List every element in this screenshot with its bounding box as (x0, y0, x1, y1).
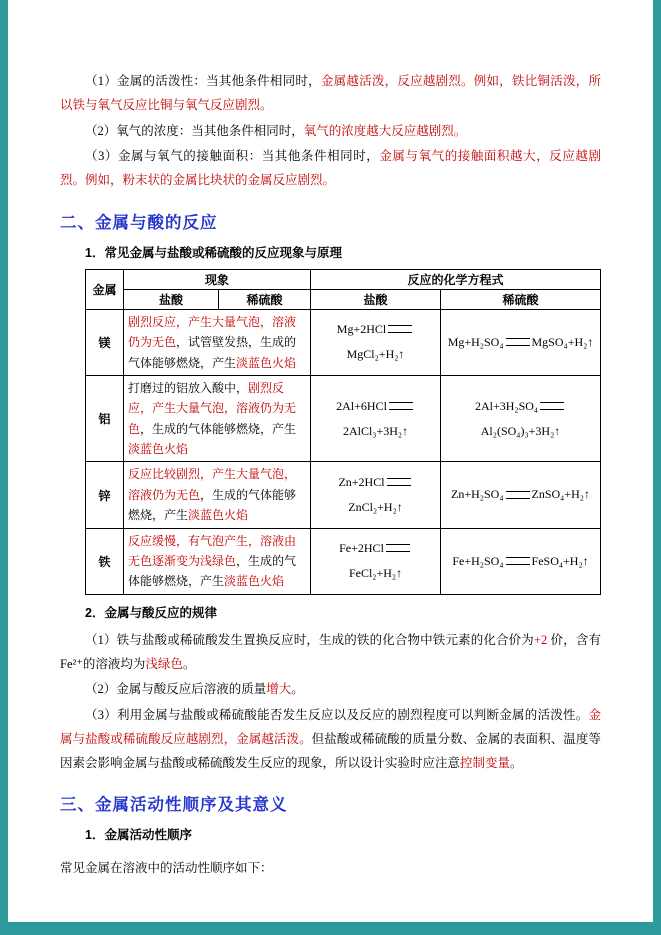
reaction-table-wrap (85, 269, 601, 595)
equation-reactants: 2Al+3H₂SO₄ (474, 398, 539, 413)
bottom-accent-bar (0, 922, 661, 935)
col-header-metal: 金属 (86, 269, 124, 309)
text-segment: （2）金属与酸反应后溶液的质量 (85, 682, 267, 697)
text-segment: （3）利用金属与盐酸或稀硫酸能否发生反应以及反应的剧烈程度可以判断金属的活泼性。 (85, 708, 589, 723)
equation-reactants: Zn+H₂SO₄ (451, 487, 504, 502)
text-segment: 。 (291, 682, 304, 697)
rule-paragraph (60, 704, 601, 775)
equation-products: FeSO₄+H₂↑ (531, 553, 589, 568)
activity-series-intro-line: 常见金属在溶液中的活动性顺序如下： (60, 861, 273, 876)
equation-products: ZnSO₄+H₂↑ (531, 487, 590, 502)
equals-sign (506, 491, 530, 499)
col-subheader-equation-h2so4: 稀硫酸 (441, 289, 601, 309)
col-subheader-phenomenon-h2so4: 稀硫酸 (219, 289, 311, 309)
equation-reactants: Mg+H₂SO₄ (447, 334, 504, 349)
intro-paragraph (60, 145, 601, 193)
equation-reactants: Zn+2HCl (338, 474, 385, 489)
equals-sign (389, 402, 413, 410)
metal-name: 铁 (86, 528, 124, 594)
text-segment: ，生成的气体能够燃烧，产生 (128, 487, 297, 523)
left-accent-bar (0, 0, 8, 935)
subheading-reaction-rules: 2．金属与酸反应的规律 (85, 605, 217, 620)
intro-paragraph (60, 70, 601, 118)
section-heading-activity-series: 三、金属活动性顺序及其意义 (60, 796, 288, 815)
text-segment: 打磨过的铝放入酸中， (128, 380, 249, 395)
phenomenon-cell (124, 309, 311, 375)
text-segment: （2）氧气的浓度：当其他条件相同时， (85, 123, 304, 138)
equation-reactants: Fe+2HCl (339, 541, 384, 556)
table-header-row-1 (86, 269, 601, 289)
answer-text-segment: +2 (533, 632, 548, 647)
phenomenon-cell (124, 528, 311, 594)
intro-paragraphs (60, 70, 601, 193)
rule-paragraph (60, 678, 601, 702)
answer-text-segment: 氧气的浓度越大反应越剧烈。 (303, 123, 467, 138)
answer-text-segment: 淡蓝色火焰 (224, 574, 285, 589)
equation-products: MgSO₄+H₂↑ (531, 334, 594, 349)
table-row (86, 309, 601, 375)
answer-text-segment: 剧烈反应，产生大量气泡，溶液仍为无色 (128, 380, 297, 436)
equation-cell (311, 528, 441, 594)
equation-reactants: 2Al+6HCl (336, 398, 387, 413)
answer-text-segment: 金属与氧气的接触面积越大，反应越剧烈。例如，粉末状的金属比块状的金属反应剧烈。 (60, 149, 601, 187)
equals-sign (506, 557, 530, 565)
equation-cell (311, 375, 441, 462)
text-segment: （1）金属的活泼性：当其他条件相同时， (85, 74, 321, 88)
answer-text-segment: 淡蓝色火焰 (236, 355, 297, 370)
answer-text-segment: 剧烈反应，产生大量气泡，溶液仍为无色 (128, 314, 297, 350)
section-heading-metal-acid-reaction: 二、金属与酸的反应 (60, 213, 218, 232)
equals-sign (388, 325, 412, 333)
equation-reactants: Mg+2HCl (336, 322, 387, 337)
answer-text-segment: 淡蓝色火焰 (188, 508, 249, 523)
text-segment: 。 (510, 755, 523, 770)
answer-text-segment: 金属越活泼，反应越剧烈。例如，铁比铜活泼，所以铁与氧气反应比铜与氧气反应剧烈。 (60, 74, 601, 112)
text-segment: ，生成的气体能够燃烧，产生 (140, 421, 297, 436)
table-header-row-2 (86, 289, 601, 309)
document-content (60, 70, 601, 883)
rule-paragraphs (60, 629, 601, 776)
equation-products: FeCl₂+H₂↑ (348, 566, 403, 581)
answer-text-segment: 金属与盐酸或稀硫酸反应越剧烈，金属越活泼。 (60, 708, 601, 746)
equation-products: Al₂(SO₄)₃+3H₂↑ (480, 423, 561, 438)
answer-text-segment: 控制变量 (460, 755, 511, 770)
table-row (86, 462, 601, 528)
table-row (86, 528, 601, 594)
rule-paragraph (60, 629, 601, 677)
right-accent-bar (653, 0, 661, 935)
equation-cell (311, 309, 441, 375)
table-row (86, 375, 601, 462)
equals-sign (386, 544, 410, 552)
answer-text-segment: 增大 (266, 682, 292, 697)
equals-sign (387, 478, 411, 486)
answer-text-segment: 淡蓝色火焰 (128, 442, 189, 457)
equation-cell (311, 462, 441, 528)
text-segment: ，试管壁发热，生成的气体能够燃烧，产生 (128, 335, 297, 370)
text-segment: （3）金属与氧气的接触面积：当其他条件相同时， (85, 149, 380, 164)
col-subheader-phenomenon-hcl: 盐酸 (124, 289, 219, 309)
subheading-reaction-table: 1．常见金属与盐酸或稀硫酸的反应现象与原理 (85, 245, 342, 260)
text-segment: ，生成的气体能够燃烧，产生 (128, 554, 297, 589)
equation-cell (441, 528, 601, 594)
equals-sign (540, 402, 564, 410)
metal-acid-reaction-table (85, 269, 601, 595)
col-subheader-equation-hcl: 盐酸 (311, 289, 441, 309)
answer-text-segment: 反应缓慢，有气泡产生，溶液由无色逐渐变为浅绿色 (128, 533, 297, 569)
equation-reactants: Fe+H₂SO₄ (452, 553, 504, 568)
metal-name: 镁 (86, 309, 124, 375)
equals-sign (506, 338, 530, 346)
phenomenon-cell (124, 462, 311, 528)
answer-text-segment: 反应比较剧烈，产生大量气泡，溶液仍为无色 (128, 467, 297, 502)
intro-paragraph (60, 120, 601, 144)
subheading-activity-series: 1．金属活动性顺序 (85, 828, 192, 843)
equation-products: MgCl₂+H₂↑ (346, 347, 405, 362)
metal-name: 铝 (86, 375, 124, 462)
equation-cell (441, 375, 601, 462)
answer-text-segment: 浅绿色 (145, 656, 183, 671)
equation-products: ZnCl₂+H₂↑ (348, 500, 403, 515)
col-header-phenomenon: 现象 (124, 269, 311, 289)
col-header-equation: 反应的化学方程式 (311, 269, 601, 289)
equation-cell (441, 462, 601, 528)
text-segment: 价，含有 Fe²⁺的溶液均为 (60, 632, 601, 671)
text-segment: 。 (182, 656, 196, 671)
equation-products: 2AlCl₃+3H₂↑ (342, 423, 409, 438)
equation-cell (441, 309, 601, 375)
text-segment: （1）铁与盐酸或稀硫酸发生置换反应时，生成的铁的化合物中铁元素的化合价为 (85, 632, 534, 647)
metal-name: 锌 (86, 462, 124, 528)
phenomenon-cell (124, 375, 311, 462)
text-segment: 但盐酸或稀硫酸的质量分数、金属的表面积、温度等因素会影响金属与盐酸或稀硫酸发生反应的现象，所以设计实验时应注意 (60, 731, 601, 770)
